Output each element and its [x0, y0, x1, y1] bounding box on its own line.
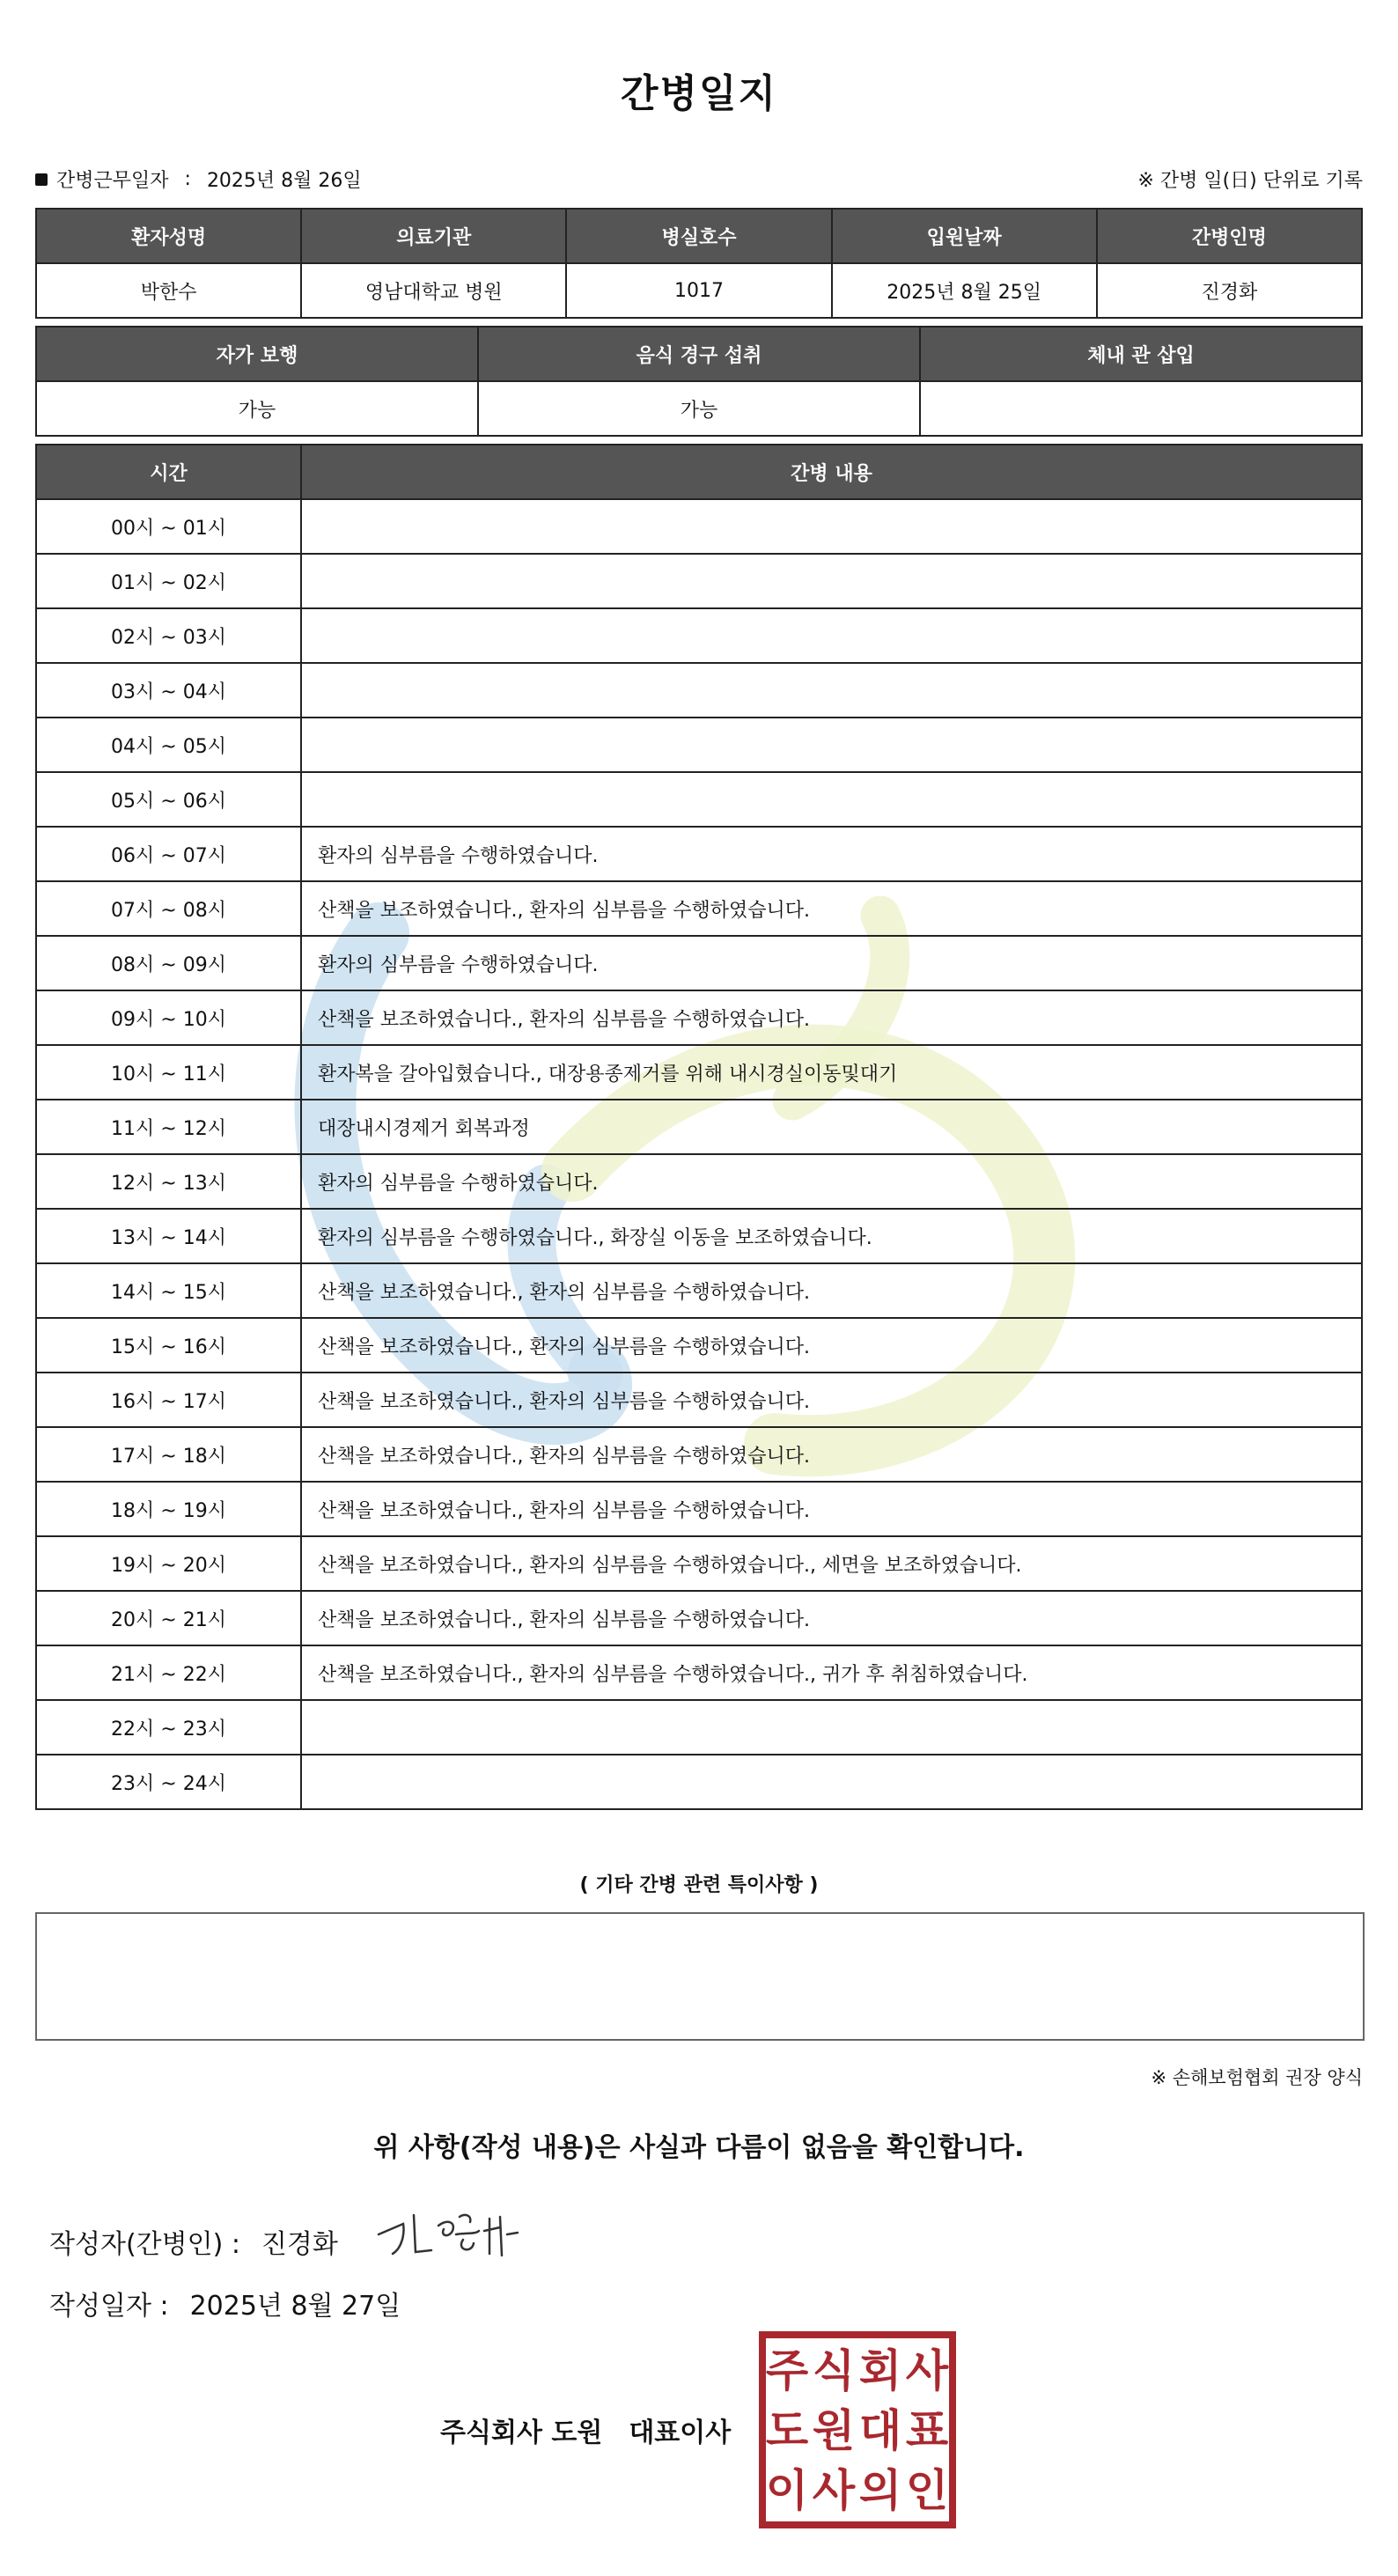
log-content [301, 499, 1362, 554]
table-row [36, 1100, 1362, 1154]
log-content [301, 718, 1362, 772]
log-time: 04시 ~ 05시 [36, 718, 301, 772]
seal-char: 인 [905, 2465, 949, 2516]
log-time: 01시 ~ 02시 [36, 554, 301, 608]
association-note: ※ 손해보험협회 권장 양식 [1151, 2067, 1363, 2088]
log-time: 12시 ~ 13시 [36, 1154, 301, 1209]
log-time: 16시 ~ 17시 [36, 1373, 301, 1427]
seal-char: 의 [858, 2465, 902, 2516]
log-time: 22시 ~ 23시 [36, 1700, 301, 1755]
log-content: 대장내시경제거 회복과정 [301, 1100, 1362, 1154]
header-room: 병실호수 [566, 209, 831, 263]
table-row [36, 936, 1362, 990]
ceo-title: 대표이사 [629, 2418, 732, 2448]
log-time: 14시 ~ 15시 [36, 1263, 301, 1318]
log-time: 18시 ~ 19시 [36, 1482, 301, 1536]
bullet-square-icon [35, 173, 48, 186]
table-row [36, 608, 1362, 663]
log-body [36, 499, 1362, 1809]
patient-name: 박한수 [36, 263, 301, 318]
unit-note: ※ 간병 일(日) 단위로 기록 [1137, 170, 1363, 192]
header-oral-intake: 음식 경구 섭취 [478, 327, 920, 381]
status-header-row [36, 327, 1362, 381]
log-time: 05시 ~ 06시 [36, 772, 301, 827]
table-row [36, 1755, 1362, 1809]
log-content: 환자의 심부름을 수행하였습니다. [301, 1154, 1362, 1209]
handwritten-signature [368, 2199, 535, 2270]
log-time: 13시 ~ 14시 [36, 1209, 301, 1263]
table-row [36, 1645, 1362, 1700]
log-content: 산책을 보조하였습니다., 환자의 심부름을 수행하였습니다. [301, 1482, 1362, 1536]
log-time: 07시 ~ 08시 [36, 881, 301, 936]
table-row [36, 1591, 1362, 1645]
table-row [36, 881, 1362, 936]
header-tube: 체내 관 삽입 [920, 327, 1362, 381]
table-row [36, 663, 1362, 718]
log-time: 06시 ~ 07시 [36, 827, 301, 881]
header-patient-name: 환자성명 [36, 209, 301, 263]
log-time: 02시 ~ 03시 [36, 608, 301, 663]
write-date-label: 작성일자 : [49, 2291, 169, 2322]
status-table [35, 326, 1363, 437]
table-row [36, 1045, 1362, 1100]
log-time: 10시 ~ 11시 [36, 1045, 301, 1100]
log-content: 산책을 보조하였습니다., 환자의 심부름을 수행하였습니다. [301, 1373, 1362, 1427]
oral-intake-value: 가능 [478, 381, 920, 436]
table-row [36, 1427, 1362, 1482]
log-time: 21시 ~ 22시 [36, 1645, 301, 1700]
log-time: 03시 ~ 04시 [36, 663, 301, 718]
work-date-label: 간병근무일자 [56, 170, 169, 192]
seal-char: 사 [812, 2465, 856, 2516]
table-row [36, 990, 1362, 1045]
log-header-row [36, 445, 1362, 499]
colon: : [184, 168, 191, 190]
log-time: 09시 ~ 10시 [36, 990, 301, 1045]
table-row [36, 499, 1362, 554]
table-row [36, 718, 1362, 772]
table-row [36, 1209, 1362, 1263]
log-time: 20시 ~ 21시 [36, 1591, 301, 1645]
notes-box [35, 1912, 1365, 2041]
log-content [301, 772, 1362, 827]
meta-row [35, 166, 1363, 192]
tube-value [920, 381, 1362, 436]
patient-header-row [36, 209, 1362, 263]
status-value-row [36, 381, 1362, 436]
log-time: 11시 ~ 12시 [36, 1100, 301, 1154]
work-date-value: 2025년 8월 26일 [206, 170, 362, 192]
log-time: 17시 ~ 18시 [36, 1427, 301, 1482]
log-time: 23시 ~ 24시 [36, 1755, 301, 1809]
writer-line [49, 2222, 338, 2261]
log-time: 00시 ~ 01시 [36, 499, 301, 554]
header-caregiver: 간병인명 [1097, 209, 1362, 263]
header-content: 간병 내용 [301, 445, 1362, 499]
log-content: 환자의 심부름을 수행하였습니다. [301, 936, 1362, 990]
table-row [36, 1154, 1362, 1209]
patient-info-table [35, 208, 1363, 319]
log-time: 08시 ~ 09시 [36, 936, 301, 990]
hospital: 영남대학교 병원 [301, 263, 566, 318]
walking-value: 가능 [36, 381, 478, 436]
company-seal [759, 2331, 956, 2528]
seal-char: 이 [765, 2465, 809, 2516]
log-content: 환자복을 갈아입혔습니다., 대장용종제거를 위해 내시경실이동및대기 [301, 1045, 1362, 1100]
log-time: 19시 ~ 20시 [36, 1536, 301, 1591]
company-line [440, 2410, 731, 2449]
table-row [36, 554, 1362, 608]
writer-name: 진경화 [261, 2229, 338, 2260]
seal-char: 회 [858, 2345, 902, 2396]
log-content: 환자의 심부름을 수행하였습니다., 화장실 이동을 보조하였습니다. [301, 1209, 1362, 1263]
log-content: 산책을 보조하였습니다., 환자의 심부름을 수행하였습니다. [301, 881, 1362, 936]
seal-char: 주 [765, 2345, 809, 2396]
page-title: 간병일지 [620, 71, 777, 116]
log-content: 산책을 보조하였습니다., 환자의 심부름을 수행하였습니다., 귀가 후 취침하였습니다. [301, 1645, 1362, 1700]
company-name: 주식회사 도원 [440, 2418, 603, 2448]
log-content: 산책을 보조하였습니다., 환자의 심부름을 수행하였습니다. [301, 1318, 1362, 1373]
log-content: 환자의 심부름을 수행하였습니다. [301, 827, 1362, 881]
seal-char: 대 [858, 2405, 902, 2456]
header-time: 시간 [36, 445, 301, 499]
log-content [301, 1755, 1362, 1809]
confirmation-text: 위 사항(작성 내용)은 사실과 다름이 없음을 확인합니다. [373, 2132, 1025, 2163]
table-row [36, 1373, 1362, 1427]
seal-char: 사 [905, 2345, 949, 2396]
log-content: 산책을 보조하였습니다., 환자의 심부름을 수행하였습니다. [301, 990, 1362, 1045]
log-content: 산책을 보조하였습니다., 환자의 심부름을 수행하였습니다. [301, 1263, 1362, 1318]
table-row [36, 772, 1362, 827]
table-row [36, 1482, 1362, 1536]
log-time: 15시 ~ 16시 [36, 1318, 301, 1373]
header-admission-date: 입원날짜 [832, 209, 1097, 263]
room-number: 1017 [566, 263, 831, 318]
log-content: 산책을 보조하였습니다., 환자의 심부름을 수행하였습니다. [301, 1427, 1362, 1482]
seal-char: 식 [812, 2345, 856, 2396]
care-log-table [35, 444, 1363, 1810]
write-date-line [49, 2284, 401, 2322]
header-walking: 자가 보행 [36, 327, 478, 381]
table-row [36, 1700, 1362, 1755]
seal-char: 도 [765, 2405, 809, 2456]
table-row [36, 827, 1362, 881]
table-row [36, 1318, 1362, 1373]
write-date-value: 2025년 8월 27일 [189, 2291, 401, 2322]
header-hospital: 의료기관 [301, 209, 566, 263]
log-content [301, 663, 1362, 718]
work-date [35, 166, 362, 193]
seal-char: 원 [812, 2405, 856, 2456]
notes-heading: ( 기타 간병 관련 특이사항 ) [579, 1874, 819, 1896]
admission-date: 2025년 8월 25일 [832, 263, 1097, 318]
seal-char: 표 [905, 2405, 949, 2456]
caregiver-name: 진경화 [1097, 263, 1362, 318]
table-row [36, 1536, 1362, 1591]
log-content [301, 1700, 1362, 1755]
writer-label: 작성자(간병인) : [49, 2229, 240, 2260]
log-content [301, 608, 1362, 663]
log-content: 산책을 보조하였습니다., 환자의 심부름을 수행하였습니다. [301, 1591, 1362, 1645]
table-row [36, 1263, 1362, 1318]
log-content: 산책을 보조하였습니다., 환자의 심부름을 수행하였습니다., 세면을 보조하였습니다. [301, 1536, 1362, 1591]
log-content [301, 554, 1362, 608]
patient-value-row [36, 263, 1362, 318]
